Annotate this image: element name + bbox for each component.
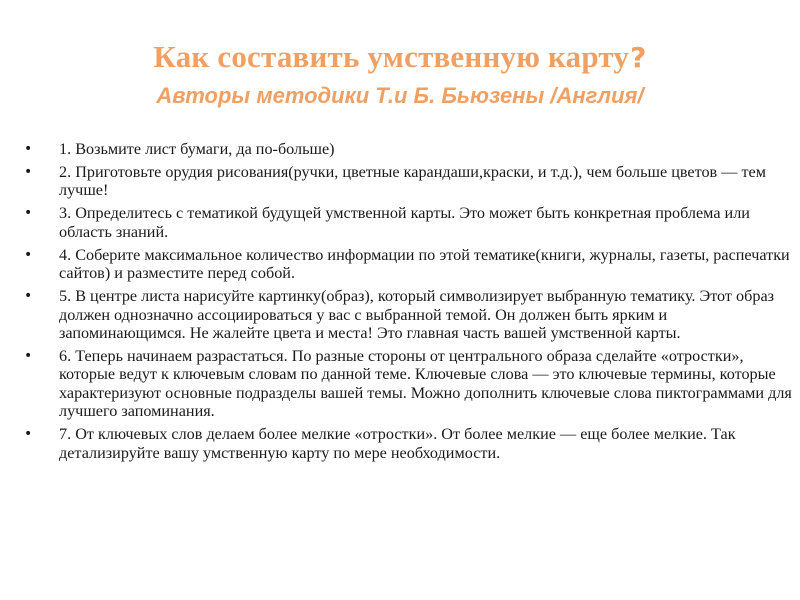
list-item <box>22 287 794 342</box>
list-item-text: 3. Определитесь с тематикой будущей умственной карты. Это может быть конкретная проблема или область знаний. <box>59 204 750 241</box>
question-mark-icon: ? <box>630 41 647 74</box>
steps-list <box>22 140 794 467</box>
bullet-icon: • <box>24 141 33 157</box>
list-item <box>22 204 794 241</box>
list-item-text: 1. Возьмите лист бумаги, да по-больше) <box>59 140 335 158</box>
list-item <box>22 425 794 462</box>
list-item-text: 6. Теперь начинаем разрастаться. По разные стороны от центрального образа сделайте «отростки», которые ведут к ключевым словам по данной теме. Ключевые слова — это ключевые термины, которые характеризуют основные подразделы вашей темы. Можно дополнить ключевые слова пиктограммами для лучшего запоминания. <box>59 347 792 421</box>
list-item-text: 5. В центре листа нарисуйте картинку(образ), который символизирует выбранную тематику. Этот образ должен однозначно ассоциироваться у вас с выбранной темой. Он должен быть ярким и запоминающимся. Не жалейте цвета и места! Это главная часть вашей умственной карты. <box>59 287 775 343</box>
list-item-text: 2. Приготовьте орудия рисования(ручки, цветные карандаши,краски, и т.д.), чем больше цветов — тем лучше! <box>59 163 766 200</box>
list-item <box>22 246 794 283</box>
list-item-text: 7. От ключевых слов делаем более мелкие «отростки». От более мелкие — еще более мелкие. Так детализируйте вашу умственную карту по мере необходимости. <box>59 425 736 462</box>
bullet-icon: • <box>24 288 33 305</box>
list-item <box>22 347 794 421</box>
list-item-text: 4. Соберите максимальное количество информации по этой тематике(книги, журналы, газеты, распечатки сайтов) и разместите перед собой. <box>59 245 790 283</box>
slide-subtitle: Авторы методики Т.и Б. Бьюзены /Англия/ <box>156 83 644 108</box>
bullet-icon: • <box>24 246 33 263</box>
bullet-icon: • <box>24 164 33 180</box>
list-item <box>22 140 794 158</box>
bullet-icon: • <box>24 426 33 443</box>
slide-title <box>0 38 800 77</box>
bullet-icon: • <box>24 205 33 222</box>
slide-title-text: Как составить умственную карту <box>153 39 630 74</box>
list-item <box>22 163 794 200</box>
bullet-icon: • <box>24 348 33 365</box>
